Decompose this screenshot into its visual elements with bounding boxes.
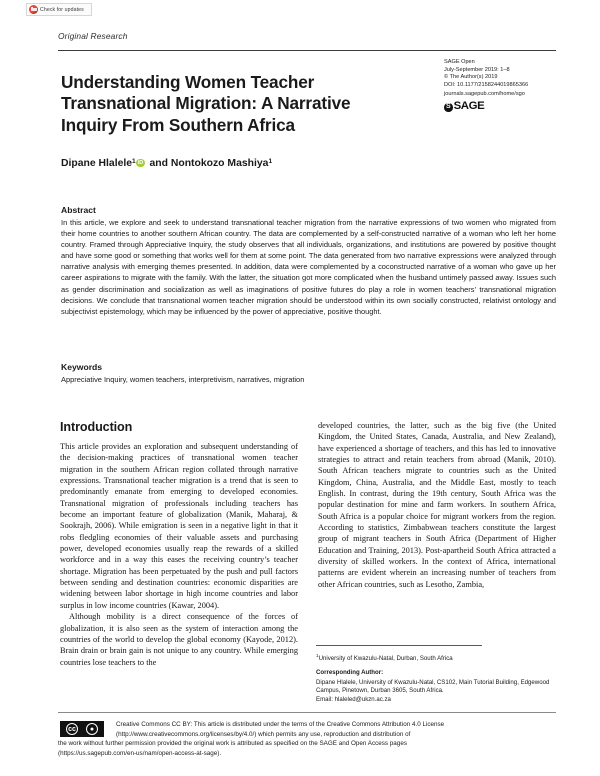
license-block — [58, 720, 556, 758]
license-line-4: (https://us.sagepub.com/en-us/nam/open-access-at-sage). — [58, 749, 222, 757]
crossmark-icon — [29, 5, 38, 14]
sage-logo — [444, 100, 559, 113]
journal-issue: July-September 2019: 1–8 — [444, 66, 510, 73]
abstract-heading: Abstract — [61, 205, 96, 215]
section-heading-introduction: Introduction — [60, 420, 133, 434]
header-divider — [58, 50, 556, 51]
body-paragraph: Although mobility is a direct consequence of the forces of globalization, it is also seen as the system of interaction among the countries of the world to develop the global economy (Kayode, 2012). Brain drain or brain gain is not unique to any country. While emerging countries lose teachers to the — [60, 612, 298, 667]
body-paragraph: This article provides an exploration and subsequent understanding of the decision-making practices of transnational women teacher migration in the southern African region collated through narrative expressions. Transnational teacher migration is a trend that is seen to predominantly emanate from emerging to developed economies. Transnational migration of professionals including teachers has become an important feature of globalization (Manik, Maharaj, & Sookrajh, 2006). While emigration is seen in a negative light in that it robs fledgling economies of their valuable assets and purchasing power, developed economies usually reap the rewards of a skilled workforce and in a way this eases the receiving country’s teacher shortage. Migration has been perpetuated by the push and pull factors between sending and destination countries: economic disparities are widening between labor shortage in high income countries and labor surplus in low income countries (Kawar, 2004). — [60, 442, 298, 610]
body-column-right — [318, 420, 556, 590]
license-line-2: (http://www.creativecommons.org/licenses/by/4.0/) which permits any use, reproduction and distribution of — [116, 730, 411, 738]
footnote-divider — [316, 645, 482, 646]
author-conjunction: and — [149, 158, 168, 169]
author-name-first: Dipane Hlalele — [61, 158, 133, 169]
license-line-3: the work without further permission provided the original work is attributed as specified on the SAGE and Open Access pages — [58, 740, 407, 748]
sage-circle-icon — [444, 103, 453, 112]
affiliation-marker: 1 — [316, 653, 319, 658]
license-line-1: Creative Commons CC BY: This article is distributed under the terms of the Creative Commons Attribution 4.0 License — [116, 721, 445, 728]
page-title: Understanding Women Teacher Transnational Migration: A Narrative Inquiry From Southern Africa — [61, 71, 351, 135]
license-text — [58, 720, 556, 758]
keywords-text: Appreciative Inquiry, women teachers, interpretivism, narratives, migration — [61, 375, 305, 384]
affiliation-line — [316, 652, 556, 663]
check-for-updates-label: Check for updates — [40, 6, 84, 13]
abstract-text: In this article, we explore and seek to understand transnational teacher migration from the narrative expressions of two women who migrated from their home countries to another southern African country. The data are complemented by a self-constructed narrative of a woman who left her home country. Framed through Appreciative Inquiry, the study observes that all individuals, organizations, and institutions are powered by positive thought and have some good or something that works well for them at some point. The data generated from two narrative expressions were analyzed through narrative analysis with emerging themes presented. In addition, data were complemented by a coconstructed narrative of a woman who gave up her career aspirations to migrate with the family. With the latter, the situation got more complicated when the husband untimely passed away. Issues such as gender discrimination and socialization as well as imaginations of positive futures do play a role in women teachers’ transnational migration decisions. We conclude that transnational women teacher migration should be understood within its own socially constructed, relativist ontology and subjectivist epistemology, which may be influenced by the power of appreciative, positive thought. — [61, 218, 556, 316]
orcid-icon[interactable] — [136, 159, 144, 167]
journal-name: SAGE Open — [444, 59, 475, 65]
corresponding-author-email[interactable]: Email: hlaleled@ukzn.ac.za — [316, 695, 391, 703]
journal-doi: DOI: 10.1177/2158244019865366 — [444, 81, 529, 88]
article-page — [58, 0, 556, 776]
cc-circle-icon: cc — [66, 723, 79, 736]
body-column-left — [60, 420, 298, 668]
footnote-block — [316, 652, 556, 704]
creative-commons-badge-icon — [60, 721, 104, 737]
corresponding-author-address: Dipane Hlalele, University of Kwazulu-Natal, CS102, Main Tutorial Building, Edgewood Campus, Pinetown, Durban 3605, South Africa. — [316, 678, 550, 695]
keywords-heading: Keywords — [61, 362, 103, 372]
sage-logo-text: SAGE — [453, 100, 485, 113]
journal-url[interactable]: journals.sagepub.com/home/sgo — [444, 91, 525, 98]
keywords-section — [61, 362, 556, 385]
by-person-icon: ● — [86, 723, 99, 736]
journal-copyright: © The Author(s) 2019 — [444, 74, 498, 81]
body-paragraph: developed countries, the latter, such as the big five (the United Kingdom, the United States, Canada, Australia, and New Zealand), have experienced a shortage of teachers, and this has led to innovative strategies to attract and retain teachers from abroad (Manik, 2010). South African teachers migrate to countries such as the United Kingdom, China, Australia, and the Middle East, mostly to teach English. In contrast, during the 19th century, South Africa was the popular destination for mine and farm workers. In southern Africa, South Africa is a popular choice for migrant workers from the region. According to statistics, Zimbabwean teachers constitute the largest group of migrant teachers in South Africa (Department of Higher Education and Training, 2013). Post-apartheid South Africa attracted a diversity of skilled workers. In the context of Africa, international patterns are evident wherein an increasing number of teachers from other African countries, such as Lesotho, Zambia, — [318, 421, 556, 589]
license-divider — [58, 712, 556, 713]
corresponding-author-heading: Corresponding Author: — [316, 669, 384, 677]
journal-metadata — [444, 59, 559, 112]
article-type-kicker: Original Research — [58, 31, 128, 41]
abstract-section — [61, 205, 556, 317]
affiliation-text: University of Kwazulu-Natal, Durban, South Africa — [318, 655, 453, 663]
author-name-second: Nontokozo Mashiya — [170, 158, 269, 169]
author-affil-marker-first: 1 — [132, 158, 136, 165]
author-list — [61, 158, 272, 169]
author-affil-marker-second: 1 — [268, 158, 273, 165]
